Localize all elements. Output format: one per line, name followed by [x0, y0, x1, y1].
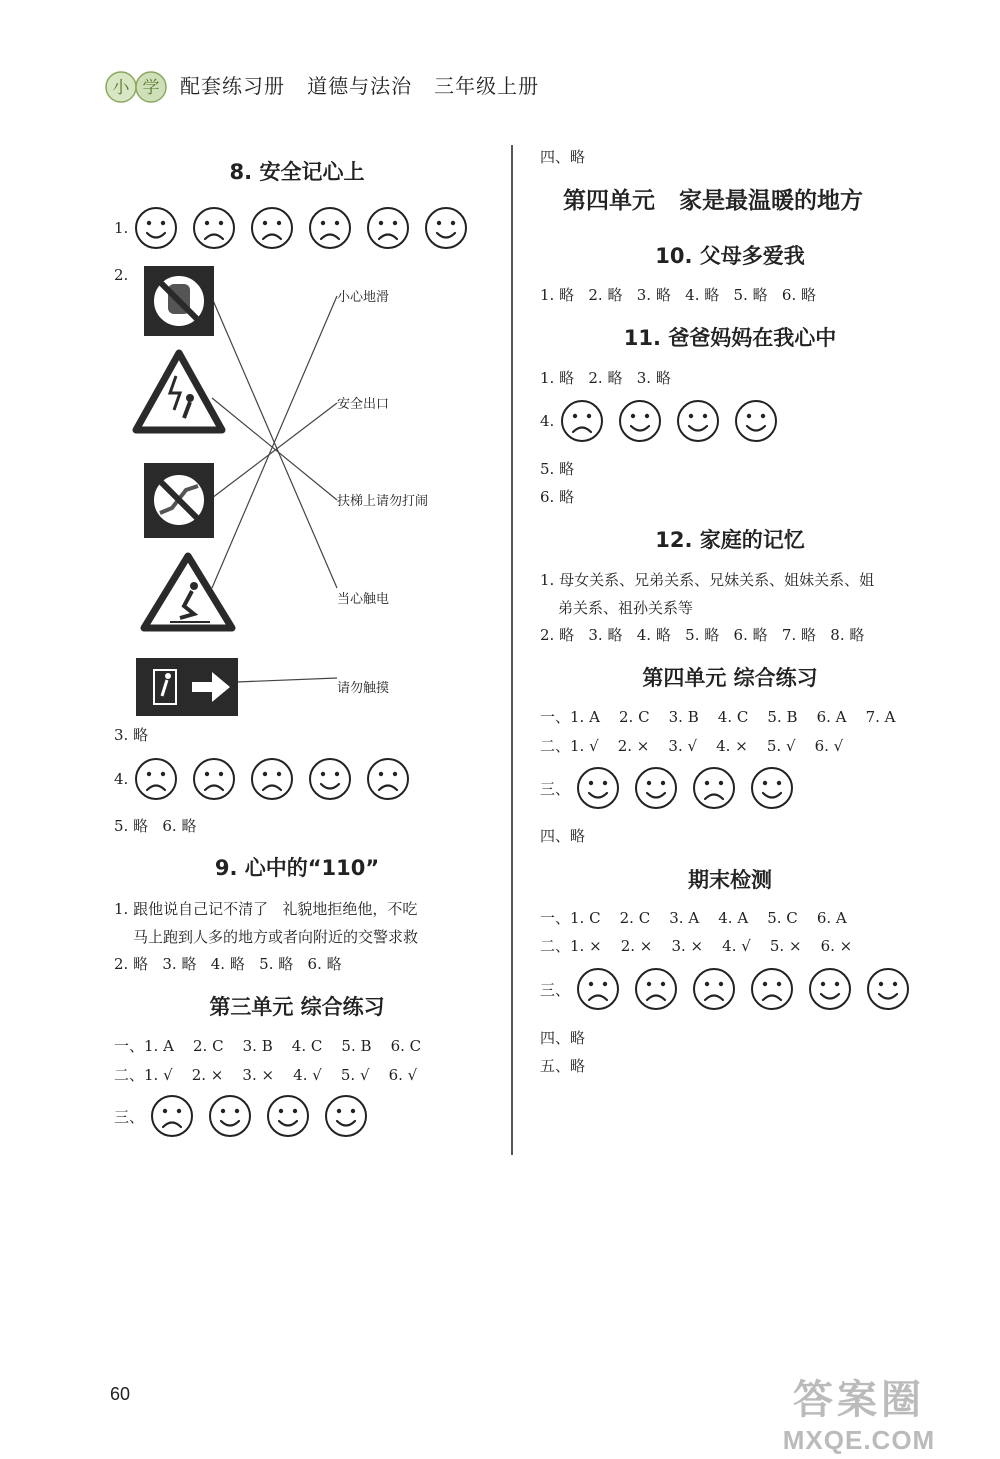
- match-line: [212, 403, 337, 498]
- section-11-title: 11. 爸爸妈妈在我心中: [623, 326, 837, 350]
- s8-q1-row: [114, 206, 468, 250]
- s11-q5: 5. 略: [540, 460, 575, 478]
- column-divider: [511, 145, 513, 1155]
- frowning-face-icon: [134, 757, 178, 801]
- unit3-review-title: 第三单元 综合练习: [209, 995, 385, 1019]
- smiley-face-icon: [618, 399, 662, 443]
- smiley-face-icon: [750, 766, 794, 810]
- frowning-face-icon: [150, 1094, 194, 1138]
- frowning-face-icon: [192, 757, 236, 801]
- s11-q4-faces: [560, 399, 778, 443]
- s8-q4-label: 4.: [114, 770, 129, 788]
- sign-label-escalator: 扶梯上请勿打闹: [337, 494, 429, 509]
- smiley-face-icon: [866, 967, 910, 1011]
- smiley-face-icon: [808, 967, 852, 1011]
- s8-q3: 3. 略: [114, 726, 149, 744]
- unit4-title: 第四单元 家是最温暖的地方: [563, 187, 864, 214]
- frowning-face-icon: [576, 967, 620, 1011]
- sign-label-exit: 安全出口: [337, 397, 390, 412]
- slippery-floor-sign-icon: [144, 556, 232, 628]
- u4-part4: 四、略: [540, 827, 586, 845]
- sign-label-electric: 当心触电: [337, 592, 390, 607]
- s12-q1-line1: 1. 母女关系、兄弟关系、兄妹关系、姐妹关系、姐: [540, 571, 875, 589]
- header-title: 配套练习册 道德与法治 三年级上册: [180, 74, 540, 98]
- smiley-face-icon: [134, 206, 178, 250]
- section-9-title: 9. 心中的“110”: [214, 856, 380, 880]
- watermark-url: MXQE.COM: [782, 1425, 936, 1455]
- match-line: [212, 398, 337, 500]
- s9-q1-line1: 1. 跟他说自己记不清了 礼貌地拒绝他，不吃: [114, 900, 418, 918]
- emergency-exit-sign-icon: [136, 658, 238, 716]
- u3-part3-faces: [150, 1094, 368, 1138]
- section-12-title: 12. 家庭的记忆: [655, 528, 805, 552]
- u4-part3-label: 三、: [540, 779, 571, 798]
- s12-q1-line2: 弟关系、祖孙关系等: [558, 599, 694, 617]
- s8-q4-faces: [134, 757, 410, 801]
- frowning-face-icon: [634, 967, 678, 1011]
- page-number: 60: [110, 1384, 131, 1404]
- frowning-face-icon: [692, 766, 736, 810]
- s9-q2to6: 2. 略 3. 略 4. 略 5. 略 6. 略: [114, 955, 342, 973]
- final-part5: 五、略: [540, 1057, 586, 1075]
- smiley-face-icon: [676, 399, 720, 443]
- final-exam-title: 期末检测: [688, 868, 772, 892]
- s11-q123: 1. 略 2. 略 3. 略: [540, 369, 671, 387]
- frowning-face-icon: [750, 967, 794, 1011]
- smiley-face-icon: [634, 766, 678, 810]
- u4-part1: 一、1. A 2. C 3. B 4. C 5. B 6. A 7. A: [540, 708, 896, 726]
- frowning-face-icon: [366, 206, 410, 250]
- final-part4: 四、略: [540, 1029, 586, 1047]
- svg-text:学: 学: [142, 78, 160, 98]
- final-part3-row: [540, 967, 910, 1011]
- watermark-title: 答案圈: [793, 1378, 925, 1422]
- watermark: [734, 1368, 984, 1456]
- sign-label-no-touch: 请勿触摸: [337, 681, 390, 696]
- smiley-face-icon: [208, 1094, 252, 1138]
- smiley-face-icon: [308, 757, 352, 801]
- frowning-face-icon: [366, 757, 410, 801]
- smiley-face-icon: [324, 1094, 368, 1138]
- electric-hazard-sign-icon: [136, 353, 222, 430]
- u3-part3-label: 三、: [114, 1107, 145, 1126]
- s12-q2to8: 2. 略 3. 略 4. 略 5. 略 6. 略 7. 略 8. 略: [540, 626, 865, 644]
- s9-q1-line2: 马上跑到人多的地方或者向附近的交警求救: [133, 928, 419, 946]
- s8-q4-row: [114, 757, 410, 801]
- u4-part3-row: [540, 766, 794, 810]
- final-part3-faces: [576, 967, 910, 1011]
- s11-q4-row: [540, 399, 778, 443]
- unit4-review-title: 第四单元 综合练习: [642, 666, 818, 690]
- right-top-item: 四、略: [540, 148, 586, 166]
- sign-matching-diagram: [132, 258, 462, 728]
- u3-part1: 一、1. A 2. C 3. B 4. C 5. B 6. C: [114, 1037, 422, 1055]
- sign-label-slippery: 小心地滑: [337, 290, 390, 305]
- final-part3-label: 三、: [540, 980, 571, 999]
- smiley-face-icon: [734, 399, 778, 443]
- s8-q1-faces: [134, 206, 468, 250]
- svg-text:小: 小: [112, 78, 130, 98]
- s8-q1-label: 1.: [114, 219, 129, 237]
- smiley-face-icon: [576, 766, 620, 810]
- frowning-face-icon: [560, 399, 604, 443]
- frowning-face-icon: [692, 967, 736, 1011]
- u4-part3-faces: [576, 766, 794, 810]
- u3-part2: 二、1. √ 2. × 3. × 4. √ 5. √ 6. √: [114, 1066, 418, 1084]
- smiley-face-icon: [424, 206, 468, 250]
- u3-part3-row: [114, 1094, 368, 1138]
- s11-q4-label: 4.: [540, 412, 555, 430]
- s10-answers: 1. 略 2. 略 3. 略 4. 略 5. 略 6. 略: [540, 286, 816, 304]
- frowning-face-icon: [308, 206, 352, 250]
- frowning-face-icon: [192, 206, 236, 250]
- frowning-face-icon: [250, 206, 294, 250]
- no-touch-sign-icon: [144, 266, 214, 336]
- s11-q6: 6. 略: [540, 488, 575, 506]
- no-climb-escalator-sign-icon: [144, 463, 214, 538]
- u4-part2: 二、1. √ 2. × 3. √ 4. × 5. √ 6. √: [540, 737, 844, 755]
- final-part1: 一、1. C 2. C 3. A 4. A 5. C 6. A: [540, 909, 847, 927]
- section-8-title: 8. 安全记心上: [229, 160, 365, 184]
- final-part2: 二、1. × 2. × 3. × 4. √ 5. × 6. ×: [540, 937, 853, 955]
- section-10-title: 10. 父母多爱我: [655, 244, 805, 268]
- s8-q56: 5. 略 6. 略: [114, 817, 197, 835]
- smiley-face-icon: [266, 1094, 310, 1138]
- book-logo: [104, 70, 172, 104]
- frowning-face-icon: [250, 757, 294, 801]
- s8-q2-label: 2.: [114, 266, 129, 284]
